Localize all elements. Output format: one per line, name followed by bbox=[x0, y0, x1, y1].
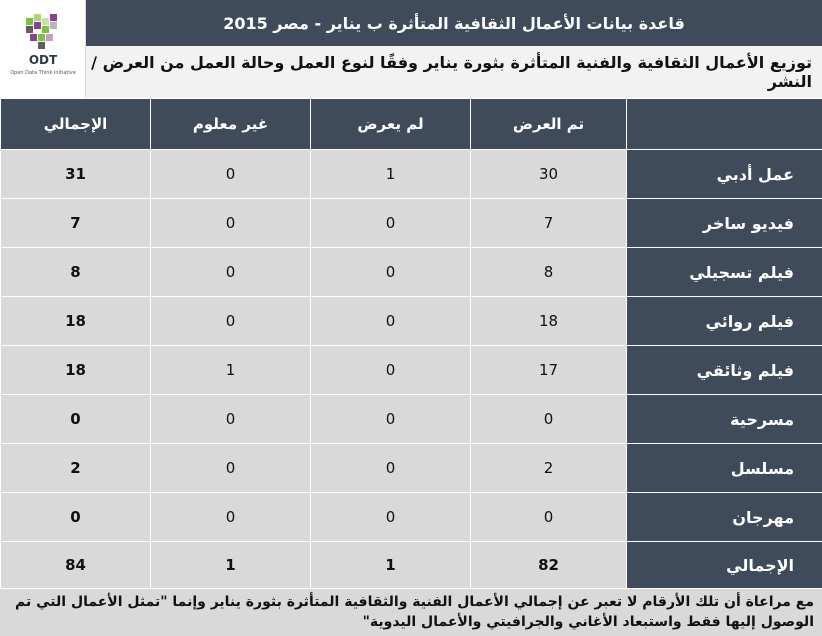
odt-logo bbox=[0, 0, 86, 98]
cell-shown: 7 bbox=[471, 199, 627, 248]
row-label: عمل أدبي bbox=[627, 150, 822, 199]
odt-cube-icon bbox=[22, 10, 64, 52]
cell-shown: 0 bbox=[471, 395, 627, 444]
cell-not-shown: 0 bbox=[311, 199, 471, 248]
row-label: مسرحية bbox=[627, 395, 822, 444]
cell-unknown: 1 bbox=[151, 346, 311, 395]
cell-shown: 2 bbox=[471, 444, 627, 493]
cell-not-shown: 0 bbox=[311, 395, 471, 444]
page-title: قاعدة بيانات الأعمال الثقافية المتأثرة ب يناير - مصر 2015 bbox=[86, 0, 822, 46]
row-label: فيلم تسجيلي bbox=[627, 248, 822, 297]
table-total-row bbox=[1, 542, 822, 589]
cell-not-shown: 0 bbox=[311, 248, 471, 297]
cell-not-shown: 1 bbox=[311, 150, 471, 199]
table-row bbox=[1, 346, 822, 395]
cell-total: 18 bbox=[1, 346, 151, 395]
table-row bbox=[1, 297, 822, 346]
cell-unknown: 0 bbox=[151, 150, 311, 199]
column-header-type bbox=[627, 99, 822, 150]
cell-total: 18 bbox=[1, 297, 151, 346]
grand-total: 84 bbox=[1, 542, 151, 589]
table-row bbox=[1, 395, 822, 444]
row-label: مسلسل bbox=[627, 444, 822, 493]
table-row bbox=[1, 199, 822, 248]
cell-unknown: 0 bbox=[151, 297, 311, 346]
total-shown: 82 bbox=[471, 542, 627, 589]
cell-total: 31 bbox=[1, 150, 151, 199]
cell-shown: 17 bbox=[471, 346, 627, 395]
cell-not-shown: 0 bbox=[311, 444, 471, 493]
table-row bbox=[1, 444, 822, 493]
cell-total: 7 bbox=[1, 199, 151, 248]
cell-unknown: 0 bbox=[151, 199, 311, 248]
column-header-unknown: غير معلوم bbox=[151, 99, 311, 150]
cell-total: 0 bbox=[1, 395, 151, 444]
table-row bbox=[1, 493, 822, 542]
logo-text: ODT bbox=[28, 53, 58, 67]
table-row bbox=[1, 150, 822, 199]
page-header bbox=[0, 0, 822, 98]
cell-not-shown: 0 bbox=[311, 297, 471, 346]
logo-subtext: Open Data Think Initiative bbox=[10, 70, 76, 76]
cell-total: 8 bbox=[1, 248, 151, 297]
cell-not-shown: 0 bbox=[311, 346, 471, 395]
cell-unknown: 0 bbox=[151, 444, 311, 493]
column-header-total: الإجمالي bbox=[1, 99, 151, 150]
table-row bbox=[1, 248, 822, 297]
cell-total: 2 bbox=[1, 444, 151, 493]
total-not-shown: 1 bbox=[311, 542, 471, 589]
footnote: مع مراعاة أن تلك الأرقام لا تعبر عن إجمالي الأعمال الفنية والثقافية المتأثرة بثورة يناير وإنما "تمثل الأعمال التي تم الوصول إليها فقط واستبعاد الأغاني والجرافيتي والأعمال اليدوية" bbox=[0, 589, 822, 636]
column-header-shown: تم العرض bbox=[471, 99, 627, 150]
page-subtitle: توزيع الأعمال الثقافية والفنية المتأثرة بثورة يناير وفقًا لنوع العمل وحالة العمل من العرض / النشر bbox=[86, 46, 822, 98]
row-label: فيلم روائي bbox=[627, 297, 822, 346]
total-row-label: الإجمالي bbox=[627, 542, 822, 589]
table-header-row bbox=[1, 99, 822, 150]
column-header-not-shown: لم يعرض bbox=[311, 99, 471, 150]
total-unknown: 1 bbox=[151, 542, 311, 589]
cell-shown: 8 bbox=[471, 248, 627, 297]
row-label: مهرجان bbox=[627, 493, 822, 542]
cell-unknown: 0 bbox=[151, 395, 311, 444]
cell-shown: 30 bbox=[471, 150, 627, 199]
cell-shown: 0 bbox=[471, 493, 627, 542]
cell-unknown: 0 bbox=[151, 493, 311, 542]
cell-shown: 18 bbox=[471, 297, 627, 346]
data-table bbox=[0, 98, 822, 589]
cell-total: 0 bbox=[1, 493, 151, 542]
cell-unknown: 0 bbox=[151, 248, 311, 297]
cell-not-shown: 0 bbox=[311, 493, 471, 542]
row-label: فيديو ساخر bbox=[627, 199, 822, 248]
row-label: فيلم وثائقي bbox=[627, 346, 822, 395]
